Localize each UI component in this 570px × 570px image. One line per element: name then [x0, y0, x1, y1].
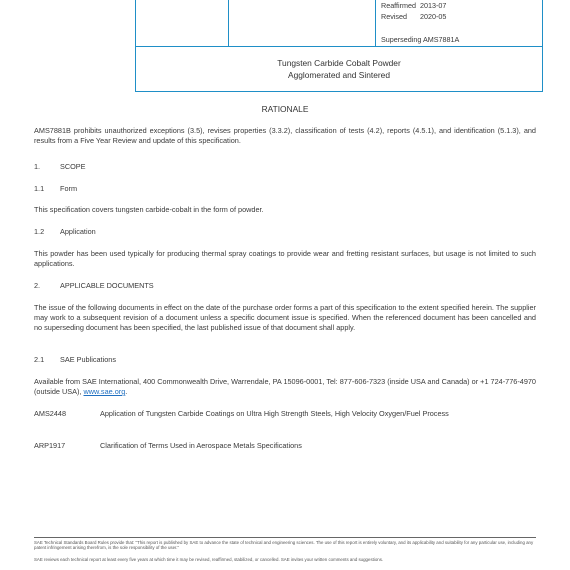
sae-address: Available from SAE International, 400 Commonwealth Drive, Warrendale, PA 15096-0001, Tel: 877-606-7323 (inside USA and Canada) or +1 724-776-4970 (outside USA), — [34, 377, 536, 396]
section-title: SCOPE — [60, 162, 86, 171]
section-application — [34, 227, 96, 236]
section-title: Application — [60, 227, 96, 236]
document-title — [136, 57, 542, 81]
reference-item — [34, 441, 536, 451]
reference-description: Application of Tungsten Carbide Coatings on Ultra High Strength Steels, High Velocity Oxygen/Fuel Process — [100, 409, 449, 418]
sae-website-link[interactable]: www.sae.org — [83, 387, 126, 396]
section-form — [34, 184, 77, 193]
superseding-text: Superseding AMS7881A — [381, 35, 460, 44]
section-sae-publications — [34, 355, 116, 364]
header-box — [135, 0, 543, 92]
reaffirmed-label: Reaffirmed — [381, 1, 417, 10]
title-line-2: Agglomerated and Sintered — [288, 70, 390, 80]
applicable-documents-text: The issue of the following documents in effect on the date of the purchase order forms a part of this specification to the extent specified herein. The supplier may work to a subsequent revision of a document unless a specific document issue is specified. When the referenced document has been cancelled and no superseding document has been specified, the last published issue of that document shall apply. — [34, 303, 536, 332]
header-divider — [136, 46, 542, 47]
section-applicable-documents — [34, 281, 154, 290]
sae-end: . — [125, 387, 128, 396]
reference-id: AMS2448 — [34, 409, 67, 418]
title-line-1: Tungsten Carbide Cobalt Powder — [277, 58, 401, 68]
application-text: This powder has been used typically for producing thermal spray coatings to provide wear and fretting resistant surfaces, but usage is not limited to such applications. — [34, 249, 536, 268]
rationale-heading: RATIONALE — [261, 104, 309, 114]
revised-row — [381, 12, 446, 21]
footer-rule — [34, 537, 536, 538]
section-title: Form — [60, 184, 78, 193]
section-scope — [34, 162, 86, 171]
section-number: 1.2 — [34, 227, 45, 236]
form-text: This specification covers tungsten carbide-cobalt in the form of powder. — [34, 205, 264, 214]
footer-notice-2: SAE reviews each technical report at least every five years at which time it may be revised, reaffirmed, stabilized, or cancelled. SAE invites your written comments and suggestions. — [34, 557, 384, 562]
sae-publications-text — [34, 377, 536, 397]
header-number-cell — [229, 0, 376, 46]
section-title: SAE Publications — [60, 355, 116, 364]
reference-description: Clarification of Terms Used in Aerospace Metals Specifications — [100, 441, 302, 450]
section-title: APPLICABLE DOCUMENTS — [60, 281, 154, 290]
revised-value: 2020-05 — [420, 12, 447, 21]
section-number: 1.1 — [34, 184, 45, 193]
footer-notice-1: SAE Technical Standards Board Rules provide that: "This report is published by SAE to advance the state of technical and engineering sciences. The use of this report is entirely voluntary, and its applicability and suitability for any particular use, including any patent infringement arising therefrom, is the sole responsibility of the user." — [34, 540, 534, 551]
reaffirmed-row — [381, 1, 446, 10]
header-logo-cell — [136, 0, 229, 46]
section-number: 2.1 — [34, 355, 45, 364]
revised-label: Revised — [381, 12, 407, 21]
reaffirmed-value: 2013-07 — [420, 1, 447, 10]
reference-item — [34, 409, 536, 419]
section-number: 1. — [34, 162, 41, 171]
section-number: 2. — [34, 281, 41, 290]
rationale-text: AMS7881B prohibits unauthorized exceptions (3.5), revises properties (3.3.2), classification of tests (4.2), reports (4.5.1), and identification (5.1.3), and results from a Five Year Review and update of this specification. — [34, 126, 536, 145]
reference-id: ARP1917 — [34, 441, 66, 450]
